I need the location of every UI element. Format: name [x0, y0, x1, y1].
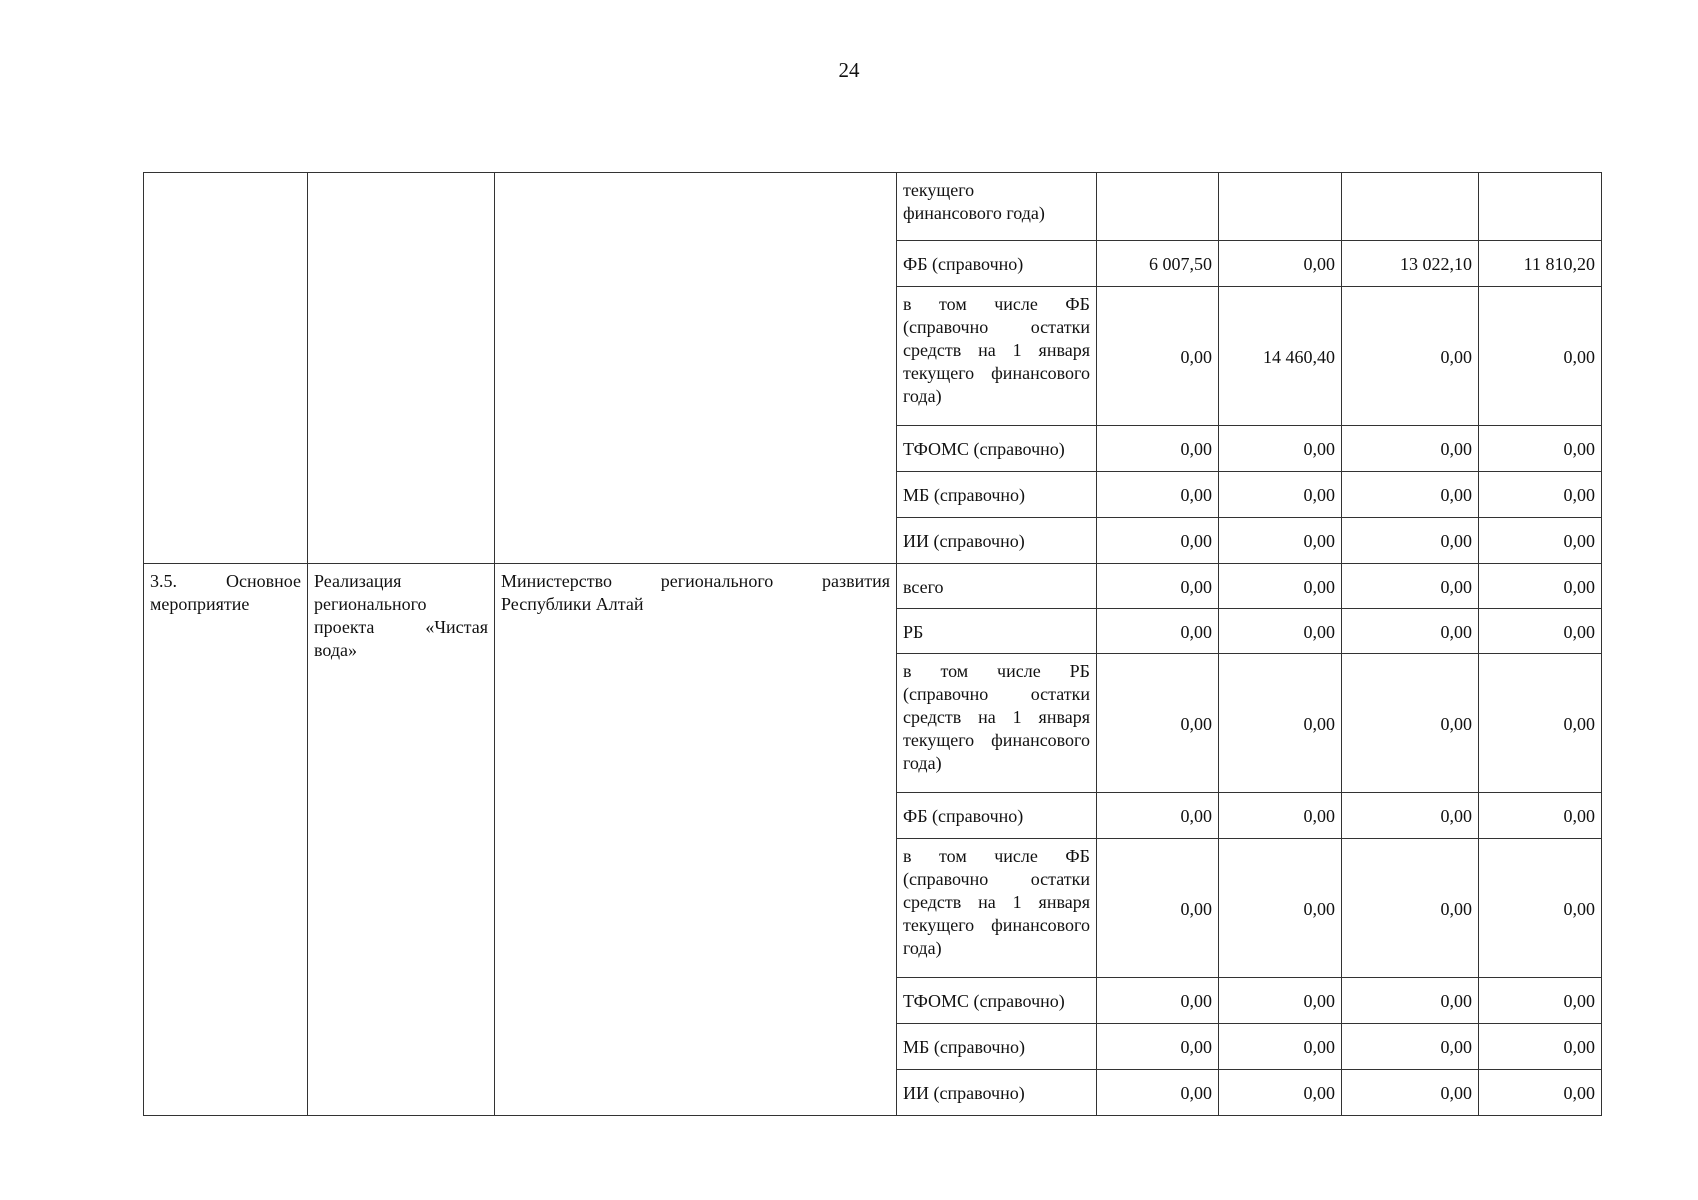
value-cell: 11 810,20 — [1479, 241, 1602, 287]
page-number: 24 — [838, 58, 860, 82]
value-cell: 13 022,10 — [1342, 241, 1479, 287]
empty-name-cell — [308, 173, 495, 564]
funding-source-cell: РБ — [897, 609, 1097, 654]
funding-source-cell: ФБ (справочно) — [897, 793, 1097, 839]
funding-source-cell: всего — [897, 564, 1097, 609]
funding-source-cell: ТФОМС (справочно) — [897, 426, 1097, 472]
value-cell: 0,00 — [1342, 839, 1479, 978]
value-cell: 0,00 — [1342, 793, 1479, 839]
funding-source-cell: МБ (справочно) — [897, 1024, 1097, 1070]
value-cell: 0,00 — [1097, 839, 1219, 978]
value-cell: 0,00 — [1097, 978, 1219, 1024]
value-cell: 0,00 — [1219, 241, 1342, 287]
empty-executor-cell — [495, 173, 897, 564]
value-cell: 0,00 — [1342, 609, 1479, 654]
funding-source-cell: ИИ (справочно) — [897, 1070, 1097, 1116]
value-cell: 0,00 — [1097, 609, 1219, 654]
measure-number-cell: 3.5. Основное мероприятие — [144, 564, 308, 1116]
value-cell: 0,00 — [1219, 472, 1342, 518]
value-cell: 0,00 — [1342, 426, 1479, 472]
value-cell: 0,00 — [1342, 1070, 1479, 1116]
funding-source-cell: в том числе ФБ (справочно остатки средств на 1 января текущего финансового года) — [897, 287, 1097, 426]
value-cell: 0,00 — [1479, 839, 1602, 978]
value-cell: 0,00 — [1342, 654, 1479, 793]
value-cell — [1097, 173, 1219, 241]
measure-executor-cell: Министерство регионального развития Республики Алтай — [495, 564, 897, 1116]
value-cell: 0,00 — [1219, 518, 1342, 564]
value-cell: 0,00 — [1097, 472, 1219, 518]
value-cell: 0,00 — [1219, 564, 1342, 609]
value-cell: 0,00 — [1097, 1024, 1219, 1070]
value-cell: 0,00 — [1479, 518, 1602, 564]
value-cell: 0,00 — [1479, 1070, 1602, 1116]
value-cell: 0,00 — [1097, 426, 1219, 472]
value-cell: 0,00 — [1097, 518, 1219, 564]
value-cell: 0,00 — [1097, 564, 1219, 609]
value-cell: 0,00 — [1097, 1070, 1219, 1116]
value-cell: 0,00 — [1342, 472, 1479, 518]
value-cell: 0,00 — [1479, 609, 1602, 654]
value-cell: 0,00 — [1342, 564, 1479, 609]
value-cell: 0,00 — [1479, 564, 1602, 609]
empty-number-cell — [144, 173, 308, 564]
value-cell: 0,00 — [1219, 978, 1342, 1024]
funding-source-cell: текущего финансового года) — [897, 173, 1097, 241]
value-cell: 0,00 — [1342, 287, 1479, 426]
table-row — [144, 173, 1602, 241]
value-cell: 0,00 — [1219, 609, 1342, 654]
funding-source-cell: ИИ (справочно) — [897, 518, 1097, 564]
value-cell: 0,00 — [1219, 426, 1342, 472]
funding-source-cell: в том числе ФБ (справочно остатки средств на 1 января текущего финансового года) — [897, 839, 1097, 978]
value-cell: 6 007,50 — [1097, 241, 1219, 287]
value-cell: 0,00 — [1479, 978, 1602, 1024]
value-cell: 0,00 — [1219, 654, 1342, 793]
value-cell: 0,00 — [1479, 472, 1602, 518]
value-cell: 0,00 — [1219, 793, 1342, 839]
value-cell: 0,00 — [1479, 1024, 1602, 1070]
funding-source-cell: ТФОМС (справочно) — [897, 978, 1097, 1024]
value-cell: 0,00 — [1479, 793, 1602, 839]
value-cell: 0,00 — [1219, 1070, 1342, 1116]
value-cell: 0,00 — [1479, 426, 1602, 472]
value-cell: 0,00 — [1342, 518, 1479, 564]
table-row — [144, 564, 1602, 609]
value-cell: 0,00 — [1219, 1024, 1342, 1070]
value-cell: 0,00 — [1479, 287, 1602, 426]
value-cell: 0,00 — [1097, 654, 1219, 793]
measure-name-cell: Реализация регионального проекта «Чистая вода» — [308, 564, 495, 1116]
value-cell: 0,00 — [1097, 287, 1219, 426]
value-cell — [1219, 173, 1342, 241]
value-cell: 0,00 — [1342, 978, 1479, 1024]
value-cell: 14 460,40 — [1219, 287, 1342, 426]
funding-source-cell: в том числе РБ (справочно остатки средств на 1 января текущего финансового года) — [897, 654, 1097, 793]
value-cell: 0,00 — [1479, 654, 1602, 793]
funding-source-cell: ФБ (справочно) — [897, 241, 1097, 287]
value-cell: 0,00 — [1097, 793, 1219, 839]
financing-table — [143, 172, 1602, 1116]
value-cell — [1342, 173, 1479, 241]
value-cell — [1479, 173, 1602, 241]
value-cell: 0,00 — [1219, 839, 1342, 978]
value-cell: 0,00 — [1342, 1024, 1479, 1070]
funding-source-cell: МБ (справочно) — [897, 472, 1097, 518]
